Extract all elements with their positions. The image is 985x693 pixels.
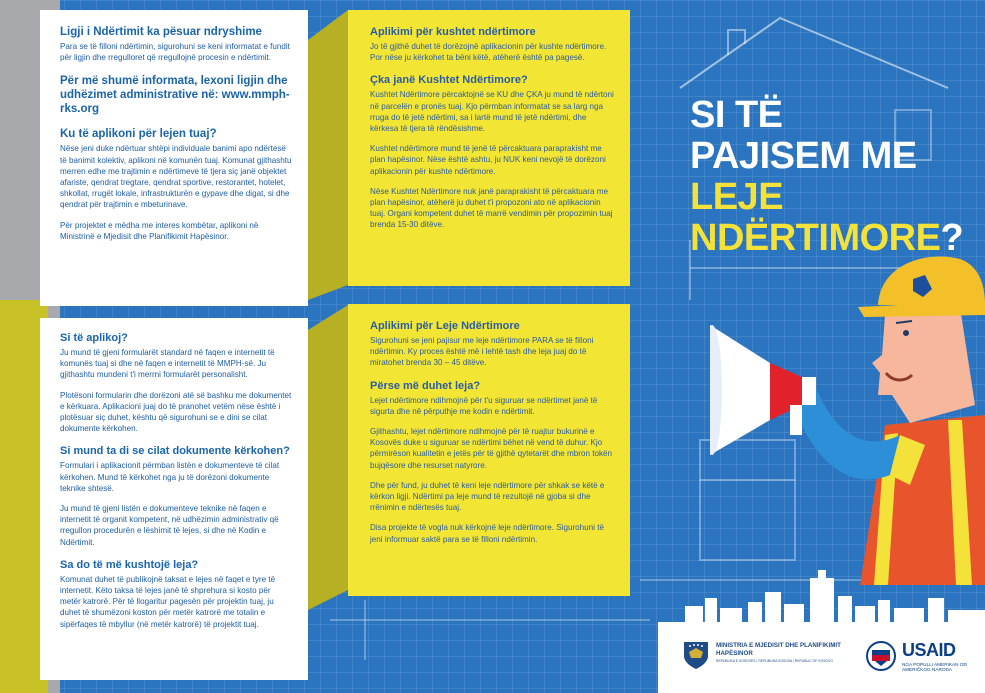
section-paragraph: Plotësoni formularin dhe dorëzoni atë së bashku me dokumentet e kërkuara. Aplikacioni juaj do të pranohet vetëm nëse është i plotësuar siç duhet, kështu që sigurohuni se e dini se cilat dokumente kërkohen.	[60, 390, 292, 434]
section-paragraph: Ju mund të gjeni formularët standard në faqen e internetit të komunës tuaj si dhe në faqen e internetit të MMPH-së. Ju gjithashtu mundeni t'i merrni formularët personalisht.	[60, 348, 275, 380]
more-info-heading[interactable]: Për më shumë informata, lexoni ligjin dhe udhëzimet administrative në: www.mmph-rks.org	[60, 75, 290, 116]
section-paragraph: Disa projekte të vogla nuk kërkojnë leje ndërtimore. Sigurohuni të jeni informuar saktë para se të filloni ndërtimin.	[370, 523, 604, 544]
section-paragraph: Para se të filloni ndërtimin, sigurohuni se keni informatat e fundit për ligjin dhe rregulloret që rregullojnë procesin e ndërtimit.	[60, 42, 290, 63]
section-paragraph: Sigurohuni se jeni pajisur me leje ndërtimore PARA se të filloni ndërtimin. Ky proces është më i lehtë tash dhe leja juaj do të miratohet brenda 30 – 45 ditëve.	[370, 336, 594, 368]
section-heading: Aplikimi për Leje Ndërtimore	[370, 320, 520, 332]
section-paragraph: Nëse jeni duke ndërtuar shtëpi individuale banimi apo ndërtesë të banimit kolektiv, aplikoni në komunën tuaj. Komunat gjithashtu merren edhe me trajtimin e ndërtimeve të tjera siç janë objektet afariste, qendrat tregtare, qendrat sportive, restorantet, hotelet, shkollat, rrugët lokale, infrastrukturën e gypave dhe digat, si dhe qendrat për trajtimin e mbeturinave.	[60, 144, 292, 210]
section-paragraph: Komunat duhet të publikojnë taksat e lejes në faqet e tyre të internetit. Këto taksa të lejes janë të shprehura si kosto për metër katrorë. Për të llogaritur pagesën për projektin tuaj, ju duhet të shumëzoni koston për metër katrorë me totalin e sipërfaqes të mbyllur (në metër katrorë) të projektit tuaj.	[60, 574, 276, 629]
kosovo-emblem-icon	[682, 640, 710, 670]
section-paragraph: Ju mund të gjeni listën e dokumenteve teknike në faqen e internetit të organit kompetent, në udhëzimin administrativ që rregullon procedurën e lëshimit të lejes, si dhe në Kodin e Ndërtimit.	[60, 504, 279, 547]
section-where-apply	[60, 127, 292, 242]
title-line-4	[690, 218, 963, 259]
usaid-seal-icon	[866, 641, 896, 671]
section-paragraph: Dhe për fund, ju duhet të keni leje ndërtimore për shkak se këtë e kërkon ligji. Ndërtimi pa leje mund të rezultojë në gjoba si dhe rrënimin e ndërtesës tuaj.	[370, 480, 605, 513]
section-cost	[60, 559, 292, 630]
section-how-apply	[60, 332, 292, 434]
worker-with-megaphone-illustration	[710, 245, 985, 585]
title-line-1: SI TË	[690, 94, 783, 136]
section-why-permit	[370, 380, 616, 545]
section-ligji	[60, 25, 292, 63]
section-paragraph: Kushtet ndërtimore mund të jenë të përcaktuara paraprakisht me plan hapësinor. Nëse është ashtu, ju NUK keni nevojë të dorëzoni aplikacionin për kushte ndërtimore.	[370, 144, 606, 176]
section-what-conditions	[370, 74, 616, 230]
usaid-wordmark: USAID	[902, 640, 956, 660]
section-heading: Si mund ta di se cilat dokumente kërkohen?	[60, 445, 290, 458]
section-heading: Ligji i Ndërtimit ka pësuar ndryshime	[60, 26, 262, 38]
section-paragraph: Kushtet Ndërtimore përcaktojnë se KU dhe ÇKA ju mund të ndërtoni në parcelën e pronës tuaj. Kjo përmban informatat se sa larg nga rruga do të jetë ndërtimi, sa i lartë mund të jetë ndërtimi, dhe kërkesa të tjera të rëndësishme.	[370, 90, 614, 134]
section-paragraph: Për projektet e mëdha me interes kombëtar, aplikoni në Ministrinë e Mjedisit dhe Planifikimit Hapësinor.	[60, 220, 259, 241]
ministry-subtitle: REPUBLIKA E KOSOVËS | REPUBLIKA KOSOVA | REPUBLIC OF KOSOVO	[716, 659, 834, 663]
footer-logos	[658, 622, 985, 693]
cover-title	[690, 95, 963, 259]
section-heading: Përse më duhet leja?	[370, 379, 481, 392]
section-heading: Si të aplikoj?	[60, 332, 128, 344]
section-heading: Sa do të më kushtojë leja?	[60, 558, 199, 571]
section-paragraph: Formulari i aplikacionit përmban listën e dokumenteve të cilat kërkohen. Mund të kërkohet nga ju të dorëzoni dokumente teknike shtesë.	[60, 461, 280, 493]
section-more-info	[60, 74, 292, 116]
usaid-tagline: NGA POPULLI AMERIKAN OD AMERIČKOG NARODA	[902, 662, 967, 673]
title-line-3: LEJE	[690, 176, 784, 218]
section-documents	[60, 445, 292, 547]
ministry-name: MINISTRIA E MJEDISIT DHE PLANIFIKIMIT HAPËSINOR	[716, 642, 841, 657]
olive-connector-decoration	[308, 0, 348, 693]
title-line-2: PAJISEM ME	[690, 135, 917, 177]
section-paragraph: Gjithashtu, lejet ndërtimore ndihmojnë për të ruajtur bukurinë e Kosovës duke u siguruar se ndërtimi bëhet në vend të duhur. Kjo përmirëson kualitetin e jetës për të gjithë qytetarët dhe mbron tokën bujqësore dhe resurset natyrore.	[370, 427, 613, 470]
panel-left-top	[40, 10, 308, 306]
section-paragraph: Lejet ndërtimore ndihmojnë për t'u siguruar se ndërtimet janë të sigurta dhe në përputhje me kodin e ndërtimit.	[370, 395, 598, 416]
section-heading: Aplikimi për kushtet ndërtimore	[370, 26, 536, 38]
section-permit-apply	[370, 320, 616, 369]
section-paragraph: Jo të gjithë duhet të dorëzojnë aplikacionin për kushte ndërtimore. Por nëse ju kërkohet ta bëni këtë, atëherë është pa pagesë.	[370, 42, 607, 63]
panel-mid-top	[348, 10, 630, 286]
title-question-mark: ?	[940, 217, 964, 259]
title-line-4-word: NDËRTIMORE	[690, 217, 941, 259]
section-paragraph: Nëse Kushtet Ndërtimore nuk janë paraprakisht të përcaktuara me plan hapësinor, atëherë ju duhet t'i propozoni ato në aplikacionin tuaj. Organi kompetent duhet të marrë vendimin për propozimin tuaj brenda 15-30 ditëve.	[370, 186, 613, 230]
panel-left-bottom	[40, 318, 308, 680]
section-heading: Ku të aplikoni për lejen tuaj?	[60, 128, 217, 141]
section-heading: Çka janë Kushtet Ndërtimore?	[370, 74, 528, 87]
panel-mid-bottom	[348, 304, 630, 596]
section-conditions-apply	[370, 26, 616, 63]
